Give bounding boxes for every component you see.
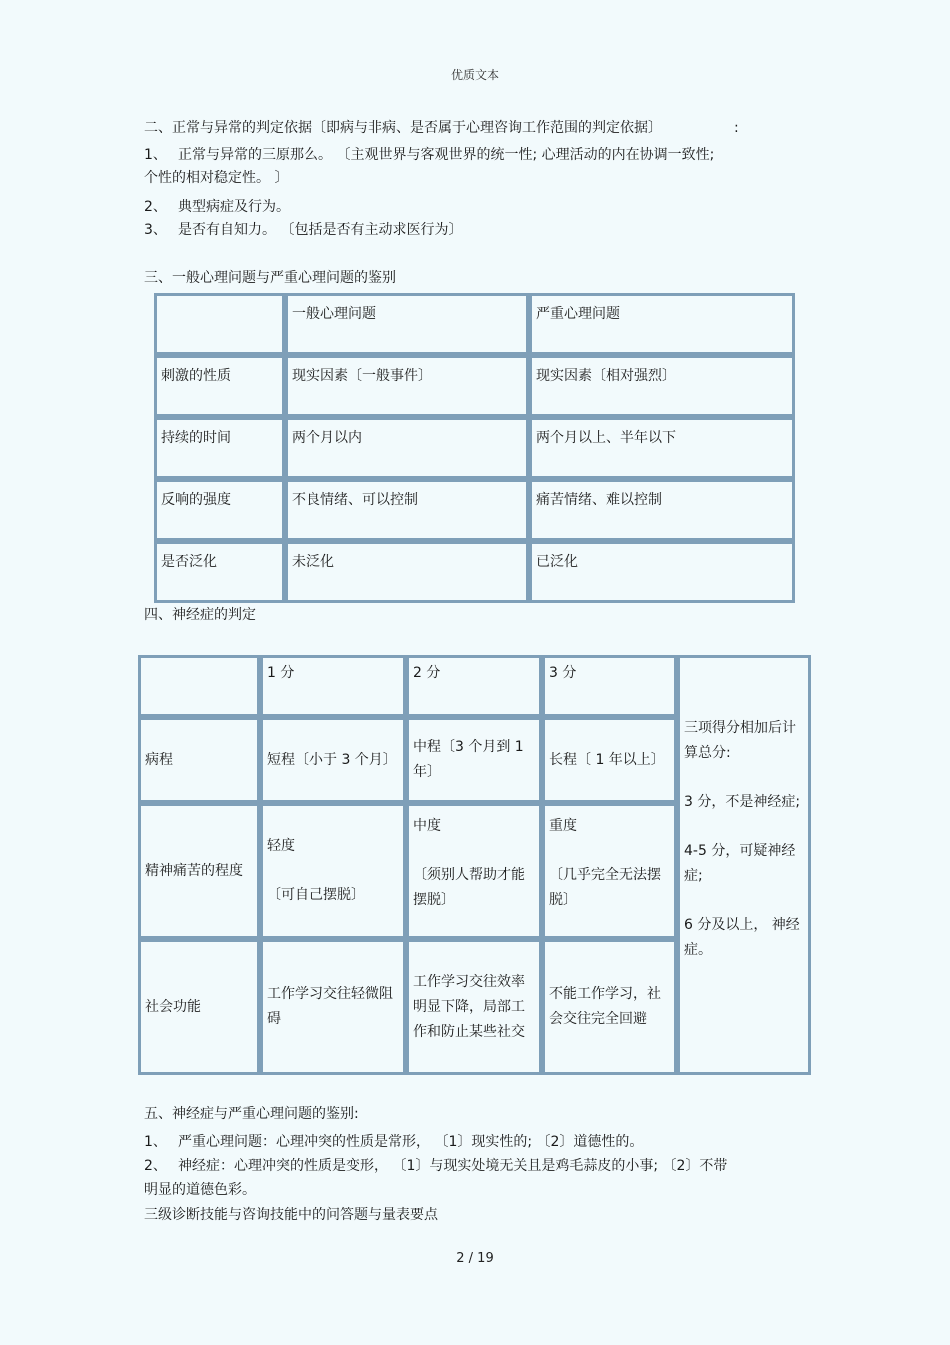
table-row xyxy=(154,479,795,541)
table-cell: 反响的强度 xyxy=(154,479,285,541)
section5-title: 五、神经症与严重心理问题的鉴别: xyxy=(144,1106,359,1122)
table-cell: 严重心理问题 xyxy=(529,293,795,355)
table-cell: 两个月以内 xyxy=(285,417,529,479)
table-cell: 中程〔3 个月到 1 年〕 xyxy=(406,717,542,803)
section5-item-2-cont: 明显的道德色彩。 xyxy=(144,1182,256,1198)
score-range-4-5: 4-5 分，可疑神经症; xyxy=(684,843,796,884)
section2-item-2: 2、 典型病症及行为。 xyxy=(144,199,290,215)
table-cell: 精神痛苦的程度 xyxy=(138,803,260,939)
table-cell: 2 分 xyxy=(406,655,542,717)
page-number: 2 / 19 xyxy=(456,1251,494,1266)
table-cell: 痛苦情绪、难以控制 xyxy=(529,479,795,541)
table-cell: 短程〔小于 3 个月〕 xyxy=(260,717,406,803)
table-cell: 现实因素〔相对强烈〕 xyxy=(529,355,795,417)
section5-item-2: 2、 神经症：心理冲突的性质是变形， 〔1〕与现实处境无关且是鸡毛蒜皮的小事; 〔2〕不带 xyxy=(144,1158,728,1174)
table-cell: 是否泛化 xyxy=(154,541,285,603)
score-summary-cell xyxy=(677,655,811,1075)
table-cell: 工作学习交往轻微阻碍 xyxy=(260,939,406,1075)
table-header-row xyxy=(138,655,811,717)
table-cell: 工作学习交往效率明显下降，局部工作和防止某些社交 xyxy=(406,939,542,1075)
table-cell: 已泛化 xyxy=(529,541,795,603)
neurosis-score-table xyxy=(138,655,811,1075)
table-row xyxy=(154,417,795,479)
page-header: 优质文本 xyxy=(450,68,499,82)
table-cell: 刺激的性质 xyxy=(154,355,285,417)
table-cell: 病程 xyxy=(138,717,260,803)
table-cell: 现实因素〔一般事件〕 xyxy=(285,355,529,417)
psych-problem-table xyxy=(154,293,795,603)
table-cell: 重度 〔几乎完全无法摆脱〕 xyxy=(542,803,677,939)
section5-item-1: 1、 严重心理问题：心理冲突的性质是常形， 〔1〕现实性的; 〔2〕道德性的。 xyxy=(144,1134,644,1150)
score-intro: 三项得分相加后计算总分: xyxy=(684,720,796,761)
table-cell: 不能工作学习，社会交往完全回避 xyxy=(542,939,677,1075)
table-cell: 一般心理问题 xyxy=(285,293,529,355)
table-cell: 3 分 xyxy=(542,655,677,717)
section2-item-3: 3、 是否有自知力。 〔包括是否有主动求医行为〕 xyxy=(144,222,463,238)
table-cell: 不良情绪、可以控制 xyxy=(285,479,529,541)
table-row xyxy=(154,541,795,603)
table-cell: 持续的时间 xyxy=(154,417,285,479)
score-range-6-plus: 6 分及以上， 神经症。 xyxy=(684,917,800,958)
table-cell: 中度 〔须别人帮助才能摆脱〕 xyxy=(406,803,542,939)
table-row xyxy=(154,355,795,417)
table-header-row xyxy=(154,293,795,355)
table-cell: 两个月以上、半年以下 xyxy=(529,417,795,479)
table-cell: 长程〔 1 年以上〕 xyxy=(542,717,677,803)
table-cell: 1 分 xyxy=(260,655,406,717)
section2-title: 二、正常与异常的判定依据〔即病与非病、是否属于心理咨询工作范围的判定依据〕 : xyxy=(144,120,739,136)
section2-item-1: 1、 正常与异常的三原那么。 〔主观世界与客观世界的统一性; 心理活动的内在协调一致性; xyxy=(144,147,715,163)
table-cell: 社会功能 xyxy=(138,939,260,1075)
table-cell xyxy=(138,655,260,717)
section3-title: 三、一般心理问题与严重心理问题的鉴别 xyxy=(144,270,396,286)
table-cell xyxy=(154,293,285,355)
section2-item-1-cont: 个性的相对稳定性。 〕 xyxy=(144,170,289,186)
table-cell: 轻度 〔可自己摆脱〕 xyxy=(260,803,406,939)
closing-line: 三级诊断技能与咨询技能中的问答题与量表要点 xyxy=(144,1207,438,1223)
score-range-3: 3 分，不是神经症; xyxy=(684,794,801,810)
section4-title: 四、神经症的判定 xyxy=(144,607,256,623)
table-cell: 未泛化 xyxy=(285,541,529,603)
